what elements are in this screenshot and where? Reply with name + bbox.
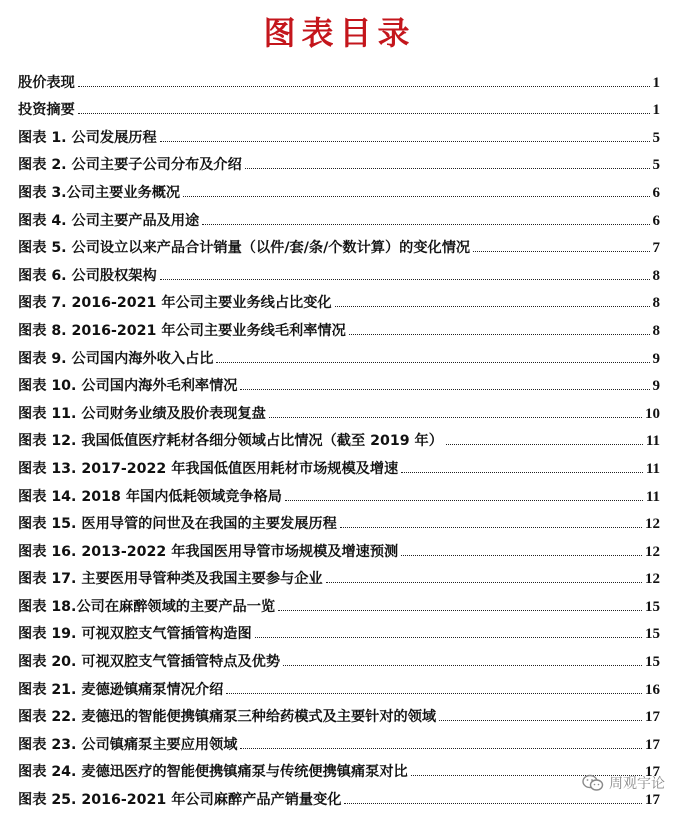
toc-entry[interactable]	[18, 726, 660, 754]
toc-entry-page: 15	[645, 626, 660, 643]
toc-entry-label: 图表 18.公司在麻醉领域的主要产品一览	[18, 598, 276, 615]
toc-entry-page: 9	[652, 378, 660, 395]
toc-entry-label: 股价表现	[18, 74, 75, 91]
toc-entry-label: 图表 6. 公司股权架构	[18, 267, 157, 284]
toc-entry[interactable]	[18, 257, 660, 285]
toc-entry-label: 图表 3.公司主要业务概况	[18, 184, 181, 201]
toc-entry-page: 9	[652, 350, 660, 367]
toc-entry[interactable]	[18, 506, 660, 534]
toc-entry[interactable]	[18, 64, 660, 92]
toc-entry-page: 17	[645, 736, 660, 753]
toc-entry[interactable]	[18, 202, 660, 230]
toc-entry-label: 图表 25. 2016-2021 年公司麻醉产品产销量变化	[18, 792, 342, 809]
leader-dots	[401, 472, 643, 473]
leader-dots	[245, 168, 650, 169]
toc-entry-page: 5	[652, 157, 660, 174]
leader-dots	[283, 665, 642, 666]
toc-entry-label: 图表 4. 公司主要产品及用途	[18, 212, 200, 229]
toc-entry-label: 图表 22. 麦德迅的智能便携镇痛泵三种给药模式及主要针对的领域	[18, 709, 437, 726]
toc-entry-page: 5	[652, 129, 660, 146]
leader-dots	[401, 555, 642, 556]
toc-entry[interactable]	[18, 561, 660, 589]
toc-entry-page: 6	[652, 212, 660, 229]
toc-entry-label: 图表 14. 2018 年国内低耗领域竞争格局	[18, 488, 282, 505]
leader-dots	[78, 86, 650, 87]
toc-entry-label: 图表 16. 2013-2022 年我国医用导管市场规模及增速预测	[18, 543, 399, 560]
leader-dots	[226, 693, 642, 694]
toc-entry-page: 1	[652, 74, 660, 91]
toc-entry-label: 图表 9. 公司国内海外收入占比	[18, 350, 214, 367]
toc-entry-page: 15	[645, 598, 660, 615]
leader-dots	[344, 803, 642, 804]
toc-entry-label: 图表 8. 2016-2021 年公司主要业务线毛利率情况	[18, 322, 346, 339]
leader-dots	[285, 500, 643, 501]
toc-entry[interactable]	[18, 285, 660, 313]
toc-entry-page: 16	[645, 681, 660, 698]
watermark	[582, 773, 665, 793]
toc-entry[interactable]	[18, 478, 660, 506]
toc-entry-label: 图表 10. 公司国内海外毛利率情况	[18, 378, 238, 395]
toc-entry-page: 15	[645, 654, 660, 671]
leader-dots	[216, 362, 649, 363]
leader-dots	[255, 637, 642, 638]
toc-entry[interactable]	[18, 699, 660, 727]
leader-dots	[183, 196, 649, 197]
toc-entry-page: 11	[645, 460, 660, 477]
toc-entry-label: 图表 7. 2016-2021 年公司主要业务线占比变化	[18, 295, 332, 312]
toc-entry-page: 11	[645, 433, 660, 450]
toc-entry-page: 12	[645, 571, 660, 588]
page-title: 图表目录	[263, 14, 416, 52]
toc-entry-label: 图表 5. 公司设立以来产品合计销量（以件/套/条/个数计算）的变化情况	[18, 240, 471, 257]
leader-dots	[78, 113, 650, 114]
toc-entry[interactable]	[18, 643, 660, 671]
leader-dots	[202, 224, 649, 225]
toc-entry-page: 12	[645, 516, 660, 533]
toc-entry[interactable]	[18, 92, 660, 120]
toc-entry-label: 图表 1. 公司发展历程	[18, 129, 157, 146]
toc-entry[interactable]	[18, 423, 660, 451]
leader-dots	[160, 141, 650, 142]
toc-entry-page: 7	[652, 240, 660, 257]
toc-entry-page: 17	[645, 764, 660, 781]
leader-dots	[278, 610, 642, 611]
toc-entry-label: 图表 19. 可视双腔支气管插管构造图	[18, 626, 252, 643]
wechat-icon	[582, 774, 604, 792]
toc-entry-label: 图表 24. 麦德迅医疗的智能便携镇痛泵与传统便携镇痛泵对比	[18, 764, 408, 781]
toc-entry[interactable]	[18, 533, 660, 561]
leader-dots	[439, 720, 642, 721]
leader-dots	[160, 279, 650, 280]
toc-entry-page: 12	[645, 543, 660, 560]
toc-entry[interactable]	[18, 230, 660, 258]
toc-entry-page: 10	[645, 405, 660, 422]
toc-entry-page: 17	[645, 792, 660, 809]
toc-entry-label: 图表 13. 2017-2022 年我国低值医用耗材市场规模及增速	[18, 460, 399, 477]
toc-entry-page: 6	[652, 184, 660, 201]
toc-entry-label: 图表 23. 公司镇痛泵主要应用领域	[18, 736, 238, 753]
toc-entry-label: 图表 17. 主要医用导管种类及我国主要参与企业	[18, 571, 323, 588]
toc-entry-page: 8	[652, 322, 660, 339]
toc-entry[interactable]	[18, 450, 660, 478]
leader-dots	[473, 251, 649, 252]
toc-entry-label: 图表 15. 医用导管的问世及在我国的主要发展历程	[18, 516, 337, 533]
toc-entry[interactable]	[18, 119, 660, 147]
leader-dots	[340, 527, 642, 528]
toc-entry-page: 11	[645, 488, 660, 505]
watermark-text: 周观宇论	[609, 776, 665, 792]
toc-entry[interactable]	[18, 395, 660, 423]
toc-entry-label: 投资摘要	[18, 102, 75, 119]
leader-dots	[349, 334, 650, 335]
toc-entry-label: 图表 12. 我国低值医疗耗材各细分领域占比情况（截至 2019 年）	[18, 433, 443, 450]
leader-dots	[240, 389, 649, 390]
toc-list	[18, 64, 660, 809]
toc-entry[interactable]	[18, 340, 660, 368]
toc-entry[interactable]	[18, 754, 660, 782]
toc-entry[interactable]	[18, 781, 660, 809]
leader-dots	[326, 582, 642, 583]
toc-entry-label: 图表 20. 可视双腔支气管插管特点及优势	[18, 654, 281, 671]
toc-entry-label: 图表 2. 公司主要子公司分布及介绍	[18, 157, 242, 174]
leader-dots	[335, 306, 650, 307]
toc-entry-page: 8	[652, 295, 660, 312]
toc-entry-label: 图表 11. 公司财务业绩及股价表现复盘	[18, 405, 266, 422]
toc-entry[interactable]	[18, 616, 660, 644]
toc-entry-label: 图表 21. 麦德逊镇痛泵情况介绍	[18, 681, 224, 698]
toc-entry-page: 17	[645, 709, 660, 726]
leader-dots	[240, 748, 642, 749]
toc-entry[interactable]	[18, 671, 660, 699]
toc-entry[interactable]	[18, 174, 660, 202]
leader-dots	[269, 417, 642, 418]
toc-entry[interactable]	[18, 368, 660, 396]
leader-dots	[446, 444, 643, 445]
toc-entry-page: 1	[652, 102, 660, 119]
toc-entry[interactable]	[18, 147, 660, 175]
toc-entry-page: 8	[652, 267, 660, 284]
toc-entry[interactable]	[18, 312, 660, 340]
toc-entry[interactable]	[18, 588, 660, 616]
